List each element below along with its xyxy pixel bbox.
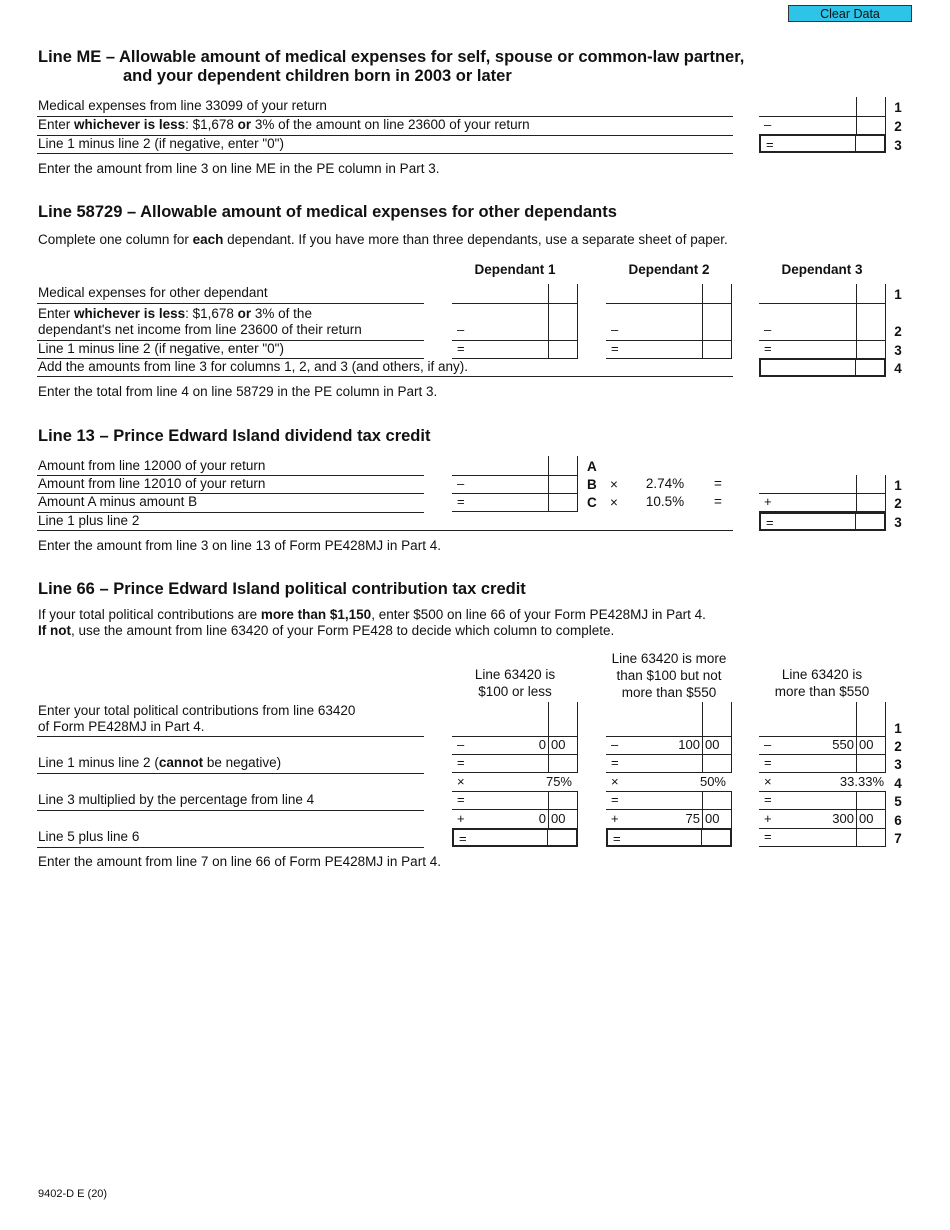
me-row3-label: Line 1 minus line 2 (if negative, enter "0") bbox=[38, 136, 284, 151]
dep2-line2-field[interactable]: – bbox=[606, 303, 732, 341]
l66-row1-label: Enter your total political contributions from line 63420 of Form PE428MJ in Part 4. bbox=[38, 703, 356, 734]
l58729-row3-label: Line 1 minus line 2 (if negative, enter "0") bbox=[38, 341, 284, 356]
l58729-row2-label-1: Enter whichever is less: $1,678 or 3% of the bbox=[38, 306, 312, 321]
line-66-title: Line 66 – Prince Edward Island political contribution tax credit bbox=[38, 580, 526, 598]
l66-c2-line5-field[interactable]: = bbox=[606, 791, 732, 810]
dep1-line1-field[interactable] bbox=[452, 284, 578, 304]
l58729-row4-label: Add the amounts from line 3 for columns 1, 2, and 3 (and others, if any). bbox=[38, 359, 468, 374]
line-number: 3 bbox=[894, 515, 902, 530]
me-row2-label: Enter whichever is less: $1,678 or 3% of the amount on line 23600 of your return bbox=[38, 117, 530, 132]
me-line2-field[interactable]: – bbox=[759, 116, 886, 135]
l13-row4-label: Line 1 plus line 2 bbox=[38, 513, 140, 528]
l66-c1-line6-field: + 0 00 bbox=[452, 810, 578, 829]
me-line1-field[interactable] bbox=[759, 97, 886, 117]
l13-row3-label: Amount A minus amount B bbox=[38, 494, 198, 509]
line-number: 1 bbox=[894, 478, 902, 493]
times-sign: × bbox=[610, 477, 618, 492]
l66-intro-1: If your total political contributions are more than $1,150, enter $500 on line 66 of your Form PE428MJ in Part 4. bbox=[38, 607, 706, 622]
l66-c1-line4-field: × 75% bbox=[452, 773, 578, 792]
dep3-line2-field[interactable]: – bbox=[759, 303, 886, 341]
dep2-line1-field[interactable] bbox=[606, 284, 732, 304]
l66-row7-label: Line 5 plus line 6 bbox=[38, 829, 140, 844]
l66-row5-label: Line 3 multiplied by the percentage from line 4 bbox=[38, 792, 315, 807]
l13-line2-field[interactable]: + bbox=[759, 493, 886, 512]
equals-sign: = bbox=[714, 494, 722, 509]
dep2-line3-field[interactable]: = bbox=[606, 340, 732, 359]
line-number: 1 bbox=[894, 287, 902, 302]
line-number: 3 bbox=[894, 343, 902, 358]
l66-c1-line2-field: – 0 00 bbox=[452, 736, 578, 755]
times-sign: × bbox=[610, 495, 618, 510]
l13-label-a: A bbox=[587, 459, 597, 474]
dep3-line3-field[interactable]: = bbox=[759, 340, 886, 359]
l66-row3-label: Line 1 minus line 2 (cannot be negative) bbox=[38, 755, 282, 770]
dep1-line2-field[interactable]: – bbox=[452, 303, 578, 341]
l66-c3-line2-field: – 550 00 bbox=[759, 736, 886, 755]
l66-intro-2: If not, use the amount from line 63420 of your Form PE428 to decide which column to complete. bbox=[38, 623, 615, 638]
dependant-1-header: Dependant 1 bbox=[474, 262, 556, 277]
line-number: 2 bbox=[894, 739, 902, 754]
l66-c2-line6-field: + 75 00 bbox=[606, 810, 732, 829]
equals-sign: = bbox=[714, 476, 722, 491]
l66-c1-line1-field[interactable] bbox=[452, 702, 578, 737]
line-number: 4 bbox=[894, 776, 902, 791]
l66-c3-line7-field[interactable]: = bbox=[759, 828, 886, 847]
l13-row2-label: Amount from line 12010 of your return bbox=[38, 476, 266, 491]
line-number: 2 bbox=[894, 119, 902, 134]
dep1-line3-field[interactable]: = bbox=[452, 340, 578, 359]
dep3-line1-field[interactable] bbox=[759, 284, 886, 304]
l66-c2-line2-field: – 100 00 bbox=[606, 736, 732, 755]
clear-data-button[interactable]: Clear Data bbox=[788, 5, 912, 22]
l66-col1-header: Line 63420 is $100 or less bbox=[474, 667, 556, 699]
l58729-row1-label: Medical expenses for other dependant bbox=[38, 285, 268, 300]
line-number: 2 bbox=[894, 496, 902, 511]
line-me-title-1: Line ME – Allowable amount of medical expenses for self, spouse or common-law partner, bbox=[38, 48, 745, 66]
l13-amount-a-field[interactable] bbox=[452, 456, 578, 476]
l66-note: Enter the amount from line 7 on line 66 of Form PE428MJ in Part 4. bbox=[38, 854, 441, 869]
line-number: 1 bbox=[894, 721, 902, 736]
l58729-row2-label-2: dependant's net income from line 23600 of their return bbox=[38, 322, 362, 337]
l66-col2-header: Line 63420 is more than $100 but not more than $550 bbox=[611, 651, 727, 700]
l66-c1-line3-field[interactable]: = bbox=[452, 754, 578, 773]
l66-col3-header: Line 63420 is more than $550 bbox=[774, 667, 870, 699]
l13-label-c: C bbox=[587, 495, 597, 510]
line-number: 4 bbox=[894, 361, 902, 376]
l66-c3-line5-field[interactable]: = bbox=[759, 791, 886, 810]
line-number: 3 bbox=[894, 138, 902, 153]
l13-label-b: B bbox=[587, 477, 597, 492]
l13-amount-c-field[interactable]: = bbox=[452, 493, 578, 512]
l66-c3-line6-field: + 300 00 bbox=[759, 810, 886, 829]
l58729-line4-field[interactable] bbox=[759, 358, 886, 377]
me-note: Enter the amount from line 3 on line ME in the PE column in Part 3. bbox=[38, 161, 440, 176]
line-number: 5 bbox=[894, 794, 902, 809]
l13-row1-label: Amount from line 12000 of your return bbox=[38, 458, 266, 473]
l66-c1-line5-field[interactable]: = bbox=[452, 791, 578, 810]
line-number: 6 bbox=[894, 813, 902, 828]
l66-c3-line3-field[interactable]: = bbox=[759, 754, 886, 773]
l13-note: Enter the amount from line 3 on line 13 of Form PE428MJ in Part 4. bbox=[38, 538, 441, 553]
l66-c2-line4-field: × 50% bbox=[606, 773, 732, 792]
line-number: 2 bbox=[894, 324, 902, 339]
l13-rate-b: 2.74% bbox=[645, 476, 685, 491]
line-number: 7 bbox=[894, 831, 902, 846]
line-number: 1 bbox=[894, 100, 902, 115]
dependant-3-header: Dependant 3 bbox=[781, 262, 863, 277]
me-row1-label: Medical expenses from line 33099 of your return bbox=[38, 98, 327, 113]
l13-rate-c: 10.5% bbox=[645, 494, 685, 509]
l66-c3-line4-field: × 33.33% bbox=[759, 773, 886, 792]
line-58729-title: Line 58729 – Allowable amount of medical expenses for other dependants bbox=[38, 203, 617, 221]
l66-c2-line3-field[interactable]: = bbox=[606, 754, 732, 773]
l13-amount-b-field[interactable]: – bbox=[452, 475, 578, 494]
l58729-intro: Complete one column for each dependant. If you have more than three dependants, use a separate sheet of paper. bbox=[38, 232, 728, 247]
line-13-title: Line 13 – Prince Edward Island dividend tax credit bbox=[38, 427, 431, 445]
l66-c2-line1-field[interactable] bbox=[606, 702, 732, 737]
l13-line3-field[interactable]: = bbox=[759, 512, 886, 531]
me-line3-field[interactable]: = bbox=[759, 134, 886, 153]
line-number: 3 bbox=[894, 757, 902, 772]
form-id: 9402-D E (20) bbox=[38, 1188, 108, 1200]
l66-c1-line7-field[interactable]: = bbox=[452, 828, 578, 847]
l58729-note: Enter the total from line 4 on line 58729 in the PE column in Part 3. bbox=[38, 384, 438, 399]
line-me-title-2: and your dependent children born in 2003 or later bbox=[123, 67, 512, 85]
dependant-2-header: Dependant 2 bbox=[628, 262, 710, 277]
l66-c3-line1-field[interactable] bbox=[759, 702, 886, 737]
l66-c2-line7-field[interactable]: = bbox=[606, 828, 732, 847]
l13-line1-field[interactable] bbox=[759, 475, 886, 494]
